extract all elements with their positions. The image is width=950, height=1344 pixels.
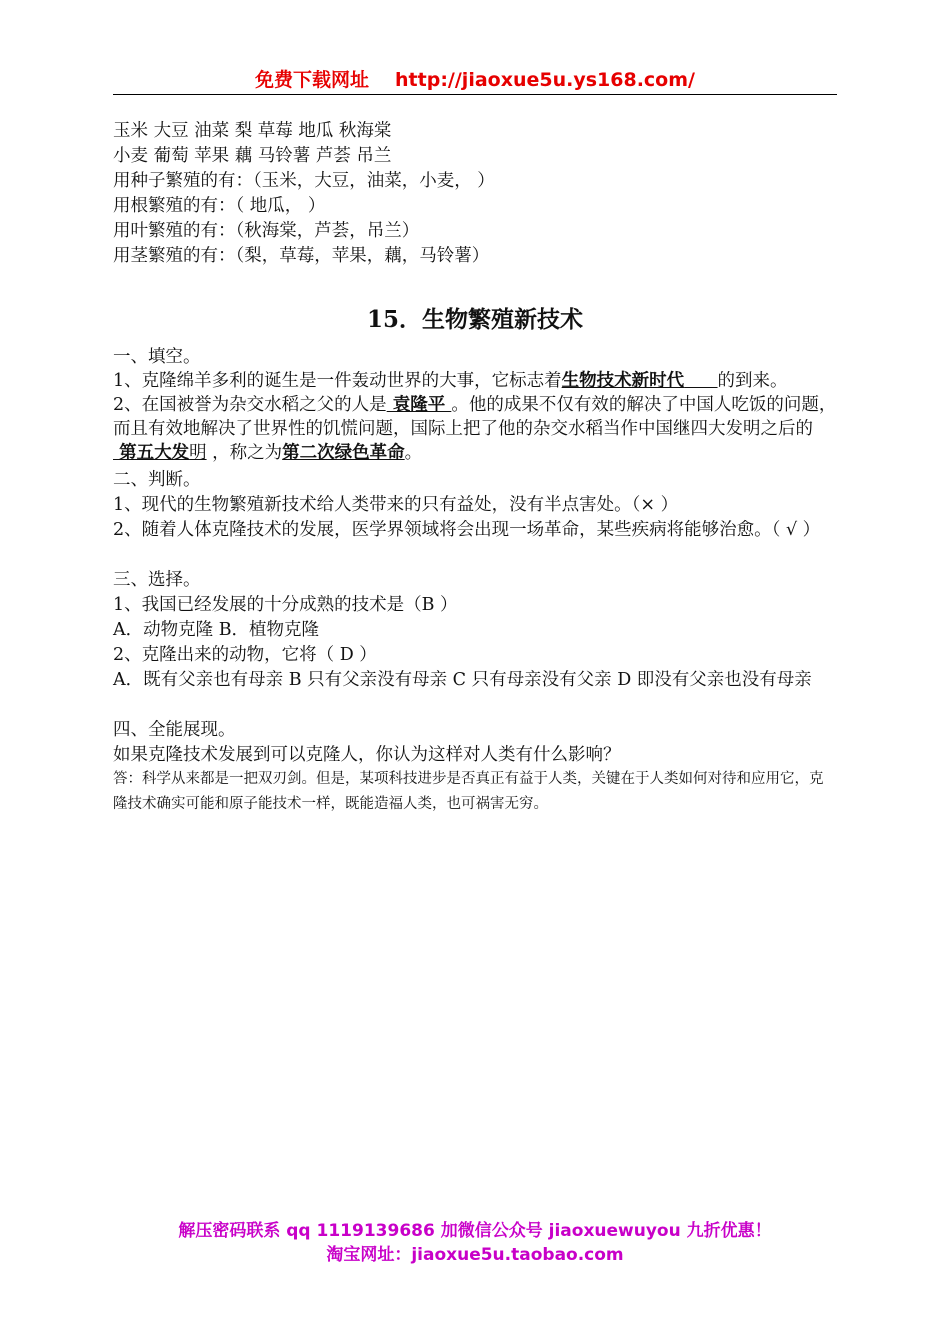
choice-2: 2、克隆出来的动物，它将（ D ） (113, 645, 377, 665)
section-judge: 二、判断。 (113, 470, 201, 490)
q2-middle: 。他的成果不仅有效的解决了中国人吃饭的问题，而且有效地解决了世界性的饥慌问题，国际上把了他的杂交水稻当作中国继四大发明之后的 (113, 395, 837, 439)
header-url[interactable]: http://jiaoxue5u.ys168.com/ (395, 69, 695, 91)
section-showcase: 四、全能展现。 (113, 720, 236, 740)
q2-answer-1: 袁隆平 (386, 395, 452, 415)
q2-middle-2: ，称之为 (206, 443, 283, 463)
q1-text: 1、克隆绵羊多利的诞生是一件轰动世界的大事，它标志着 (113, 371, 562, 391)
q1-end: 的到来。 (717, 371, 788, 391)
choice-1: 1、我国已经发展的十分成熟的技术是（B ） (113, 595, 458, 615)
choice-2-options: A．既有父亲也有母亲 B 只有父亲没有母亲 C 只有母亲没有父亲 D 即没有父亲也没有母亲 (113, 670, 812, 690)
question-2 (113, 393, 837, 465)
q1-blank (684, 371, 717, 391)
open-answer: 答：科学从来都是一把双刃剑。但是，某项科技进步是否真正有益于人类，关键在于人类如何对待和应用它，克隆技术确实可能和原子能技术一样，既能造福人类，也可祸害无穷。 (113, 771, 824, 812)
plant-list-2: 小麦 葡萄 苹果 藕 马铃薯 芦荟 吊兰 (113, 146, 392, 166)
footer-shop-url[interactable]: 淘宝网址：jiaoxue5u.taobao.com (326, 1245, 624, 1265)
section-fill-blank: 一、填空。 (113, 347, 201, 367)
q2-answer-2-end: 明 (189, 443, 207, 463)
q2-text: 2、在国被誉为杂交水稻之父的人是 (113, 395, 387, 415)
header-label: 免费下载网址 (255, 69, 370, 91)
q2-answer-2: 第五大发 (113, 443, 190, 463)
header-banner (113, 66, 837, 94)
judge-1: 1、现代的生物繁殖新技术给人类带来的只有益处，没有半点害处。（× ） (113, 495, 679, 515)
header-rule (113, 94, 837, 95)
choice-1-options: A．动物克隆 B．植物克隆 (113, 620, 320, 640)
leaf-propagation: 用叶繁殖的有：（秋海棠，芦荟，吊兰） (113, 221, 420, 241)
plant-list-1: 玉米 大豆 油菜 梨 草莓 地瓜 秋海棠 (113, 121, 392, 141)
seed-propagation: 用种子繁殖的有：（玉米，大豆，油菜，小麦， ） (113, 171, 495, 191)
q2-answer-3: 第二次绿色革命 (282, 443, 405, 463)
q1-answer: 生物技术新时代 (561, 371, 685, 391)
open-question: 如果克隆技术发展到可以克隆人，你认为这样对人类有什么影响？ (113, 745, 621, 765)
question-1 (113, 369, 788, 393)
footer-contact: 解压密码联系 qq 1119139686 加微信公众号 jiaoxuewuyou 九折优惠！ (178, 1221, 772, 1241)
root-propagation: 用根繁殖的有：（ 地瓜， ） (113, 196, 326, 216)
q2-end: 。 (404, 443, 423, 463)
lesson-title: 15．生物繁殖新技术 (366, 306, 583, 333)
judge-2: 2、随着人体克隆技术的发展，医学界领域将会出现一场革命，某些疾病将能够治愈。（ √ ） (113, 520, 821, 540)
stem-propagation: 用茎繁殖的有：（梨，草莓，苹果，藕，马铃薯） (113, 246, 490, 266)
section-choice: 三、选择。 (113, 570, 201, 590)
